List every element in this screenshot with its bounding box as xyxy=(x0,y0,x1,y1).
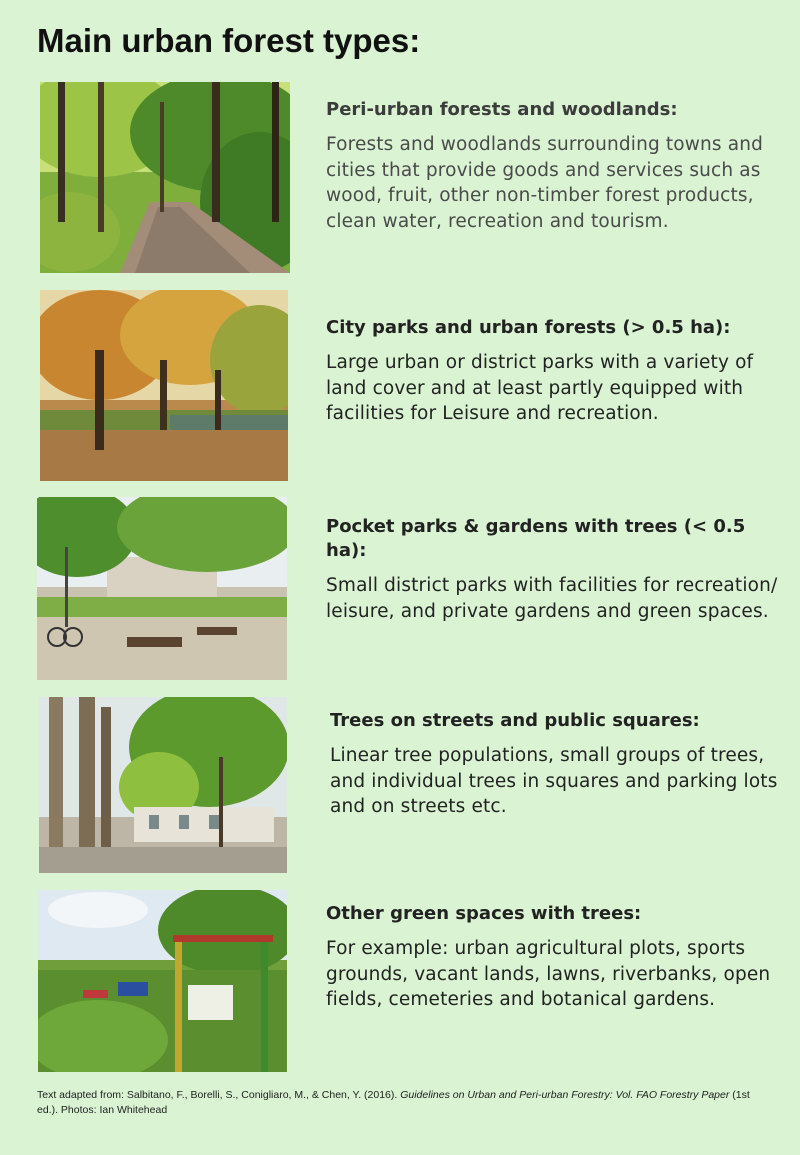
section-heading: City parks and urban forests (> 0.5 ha): xyxy=(326,317,731,338)
section-heading: Pocket parks & gardens with trees (< 0.5 ha): xyxy=(326,516,746,561)
section-heading: Other green spaces with trees: xyxy=(326,903,642,924)
autumn-park-photo xyxy=(40,290,288,481)
citation-suffix: (1st ed.). Photos: Ian Whitehead xyxy=(37,1089,750,1116)
section-city-parks xyxy=(326,316,786,427)
section-heading: Peri-urban forests and woodlands: xyxy=(326,99,678,120)
citation-footer xyxy=(37,1088,767,1118)
citation-prefix: Text adapted from: Salbitano, F., Borelli, S., Conigliaro, M., & Chen, Y. (2016). xyxy=(37,1089,401,1101)
street-trees-photo xyxy=(39,697,287,873)
section-description: Small district parks with facilities for recreation/ leisure, and private gardens and green spaces. xyxy=(326,575,778,622)
section-other-green-spaces xyxy=(326,902,786,1013)
forest-path-photo xyxy=(40,82,290,273)
section-pocket-parks xyxy=(326,515,786,624)
citation-title: Guidelines on Urban and Peri-urban Forestry: Vol. FAO Forestry Paper xyxy=(400,1089,730,1101)
section-description: Large urban or district parks with a variety of land cover and at least partly equipped with facilities for Leisure and recreation. xyxy=(326,352,754,424)
section-description: Linear tree populations, small groups of trees, and individual trees in squares and parking lots and on streets etc. xyxy=(330,745,778,817)
section-description: Forests and woodlands surrounding towns and cities that provide goods and services such as wood, fruit, other non-timber forest products, clean water, recreation and tourism. xyxy=(326,134,763,232)
pocket-park-photo xyxy=(37,497,287,680)
section-street-trees xyxy=(330,709,790,820)
section-heading: Trees on streets and public squares: xyxy=(330,710,700,731)
page-title: Main urban forest types: xyxy=(37,22,421,59)
section-peri-urban xyxy=(326,98,786,234)
allotment-garden-photo xyxy=(38,890,287,1072)
section-description: For example: urban agricultural plots, sports grounds, vacant lands, lawns, riverbanks, open fields, cemeteries and botanical gardens. xyxy=(326,938,771,1010)
